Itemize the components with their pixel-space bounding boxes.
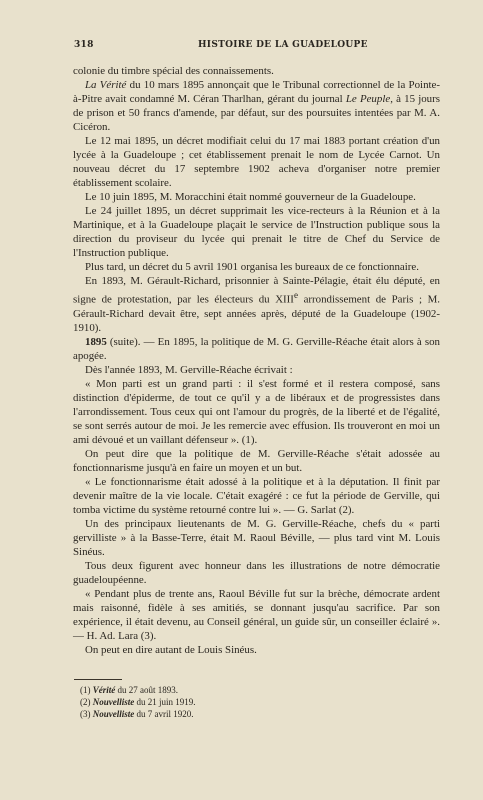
footnotes <box>80 684 380 720</box>
paragraph: Un des principaux lieutenants de M. G. Gerville-Réache, chefs du « parti gervilliste » à la Basse-Terre, était M. Raoul Béville, — plus tard vint M. Louis Sinéus. <box>73 517 440 558</box>
footnote-number: (2) <box>80 697 93 707</box>
footnote-source: Vérité <box>92 685 116 695</box>
paragraph: Le 24 juillet 1895, un décret supprimait les vice-recteurs à la Réunion et à la Martinique, et à la Guadeloupe plaçait le service de l'Instruction publique sous la direction du proviseur du lycée qui prenait le titre de Chef du Service de l'Instruction publique. <box>73 205 440 259</box>
page-number: 318 <box>74 40 94 50</box>
footnote-source: Nouvelliste <box>92 709 135 719</box>
paragraph: Dès l'année 1893, M. Gerville-Réache écrivait : <box>85 363 293 376</box>
paragraph: On peut dire que la politique de M. Gerville-Réache s'était adossée au fonctionnarisme jusqu'à en faire un moyen et un but. <box>73 447 440 474</box>
paragraph: « Mon parti est un grand parti : il s'est formé et il restera composé, sans distinction d'épiderme, de tout ce qu'il y a de libéraux et de progressistes dans l'arrondissement. Tous ceux qui ont l'amour du progrès, de la liberté et de l'égalité, se sont serrés autour de moi. Je les remercie avec effusion. Ils trouveront en moi un ami dévoué et un vaillant défenseur ». (1). <box>73 377 440 446</box>
footnote-rule <box>74 679 122 680</box>
paragraph: Tous deux figurent avec honneur dans les illustrations de notre démocratie guadeloupéenne. <box>73 559 440 586</box>
footnote-date: du 27 août 1893. <box>115 685 178 695</box>
footnote <box>80 708 380 720</box>
footnote-number: (3) <box>80 709 93 719</box>
paragraph: Le 10 juin 1895, M. Moracchini était nommé gouverneur de la Guadeloupe. <box>85 191 416 203</box>
paragraph: Le 12 mai 1895, un décret modifiait celui du 17 mai 1883 portant création d'un lycée à la Guadeloupe ; cet établissement prenait le nom de Lycée Carnot. Un nouveau décret du 17 septembre 1902 acheva d'organiser notre premier établissement scolaire. <box>73 135 440 189</box>
paragraph: « Le fonctionnarisme était adossé à la politique et à la députation. Il finit par devenir maître de la vie locale. C'était exagéré : ce fut la période de Gerville, qui tomba victime du système retourné contre lui ». — G. Sarlat (2). <box>73 475 440 516</box>
paragraph: La Vérité du 10 mars 1895 annonçait que le Tribunal correctionnel de la Pointe-à-Pitre avait condamné M. Céran Tharlhan, gérant du journal Le Peuple, à 15 jours de prison et 50 francs d'amende, par défaut, sur des poursuites intentées par M. A. Cicéron. <box>73 79 440 133</box>
footnote-date: du 7 avril 1920. <box>134 709 194 719</box>
body-text <box>73 64 440 657</box>
paragraph: « Pendant plus de trente ans, Raoul Béville fut sur la brèche, démocrate ardent mais raisonné, fidèle à ses amitiés, se donnant jusqu'au sacrifice. Par son expérience, il était devenu, au Conseil général, un guide sûr, un conseiller éclairé ». — H. Ad. Lara (3). <box>73 587 440 642</box>
footnote <box>80 684 380 696</box>
footnote <box>80 696 380 708</box>
paragraph: En 1893, M. Gérault-Richard, prisonnier à Sainte-Pélagie, était élu député, en signe de protestation, par les électeurs du XIIIe arrondissement de Paris ; M. Gérault-Richard devait être, sept années après, député de la Guadeloupe (1902-1910). <box>73 275 440 334</box>
footnote-source: Nouvelliste <box>92 697 135 707</box>
footnote-date: du 21 juin 1919. <box>134 697 196 707</box>
paragraph: Plus tard, un décret du 5 avril 1901 organisa les bureaux de ce fonctionnaire. <box>85 261 419 273</box>
footnote-number: (1) <box>80 685 93 695</box>
paragraph: On peut en dire autant de Louis Sinéus. <box>85 643 257 656</box>
running-title: HISTOIRE DE LA GUADELOUPE <box>198 40 368 50</box>
paragraph: colonie du timbre spécial des connaissements. <box>73 65 274 77</box>
paragraph: 1895 (suite). — En 1895, la politique de M. G. Gerville-Réache était alors à son apogée. <box>73 335 440 362</box>
